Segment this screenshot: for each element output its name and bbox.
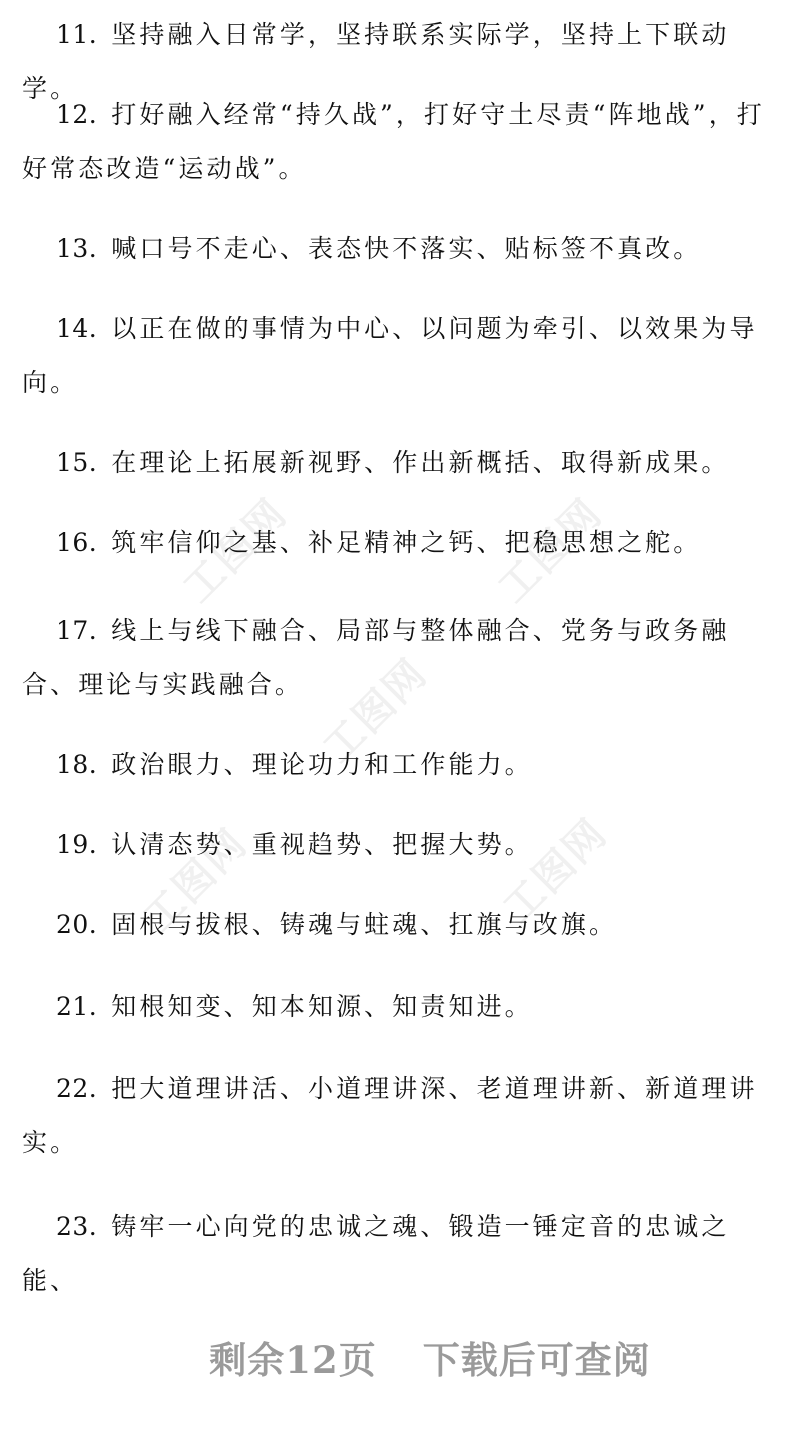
item-text: 坚持融入日常学，坚持联系实际学，坚持上下联动学。 [22, 20, 730, 103]
item-number: 13. [56, 234, 98, 263]
item-text: 线上与线下融合、局部与整体融合、党务与政务融合、理论与实践融合。 [22, 616, 730, 699]
watermark: 工图网 [174, 490, 297, 612]
watermark: 工图网 [489, 490, 612, 612]
item-text: 认清态势、重视趋势、把握大势。 [111, 830, 533, 859]
remaining-pages-label: 剩余12页 [209, 1338, 377, 1382]
item-number: 12. [56, 100, 98, 129]
watermark: 工图网 [134, 820, 257, 942]
item-text: 喊口号不走心、表态快不落实、贴标签不真改。 [111, 234, 702, 263]
list-item [22, 516, 774, 570]
watermark: 工图网 [314, 650, 437, 772]
item-text: 把大道理讲活、小道理讲深、老道理讲新、新道理讲实。 [22, 1074, 758, 1157]
list-item [22, 1200, 774, 1308]
item-number: 22. [56, 1074, 98, 1103]
list-item [22, 1062, 774, 1170]
item-number: 11. [56, 20, 98, 49]
watermark: 工图网 [494, 810, 617, 932]
item-number: 16. [56, 528, 98, 557]
list-item [22, 436, 774, 490]
item-number: 20. [56, 910, 98, 939]
list-item [22, 980, 774, 1034]
item-text: 铸牢一心向党的忠诚之魂、锻造一锤定音的忠诚之能、 [22, 1212, 730, 1295]
list-item [22, 818, 774, 872]
item-text: 筑牢信仰之基、补足精神之钙、把稳思想之舵。 [111, 528, 702, 557]
list-item [22, 302, 774, 410]
list-item [22, 738, 774, 792]
item-text: 打好融入经常“持久战”，打好守土尽责“阵地战”，打好常态改造“运动战”。 [22, 100, 765, 183]
list-item [22, 222, 774, 276]
item-number: 19. [56, 830, 98, 859]
download-prompt[interactable] [0, 1330, 800, 1384]
list-item [22, 88, 774, 196]
item-number: 15. [56, 448, 98, 477]
item-number: 23. [56, 1212, 98, 1241]
item-text: 在理论上拓展新视野、作出新概括、取得新成果。 [111, 448, 730, 477]
list-item [22, 604, 774, 712]
item-text: 固根与拔根、铸魂与蛀魂、扛旗与改旗。 [111, 910, 618, 939]
item-number: 14. [56, 314, 98, 343]
item-number: 21. [56, 992, 98, 1021]
item-number: 18. [56, 750, 98, 779]
download-to-view-label: 下载后可查阅 [422, 1338, 651, 1382]
item-text: 政治眼力、理论功力和工作能力。 [111, 750, 533, 779]
item-number: 17. [56, 616, 98, 645]
item-text: 以正在做的事情为中心、以问题为牵引、以效果为导向。 [22, 314, 758, 397]
list-item [22, 898, 774, 952]
item-text: 知根知变、知本知源、知责知进。 [111, 992, 533, 1021]
